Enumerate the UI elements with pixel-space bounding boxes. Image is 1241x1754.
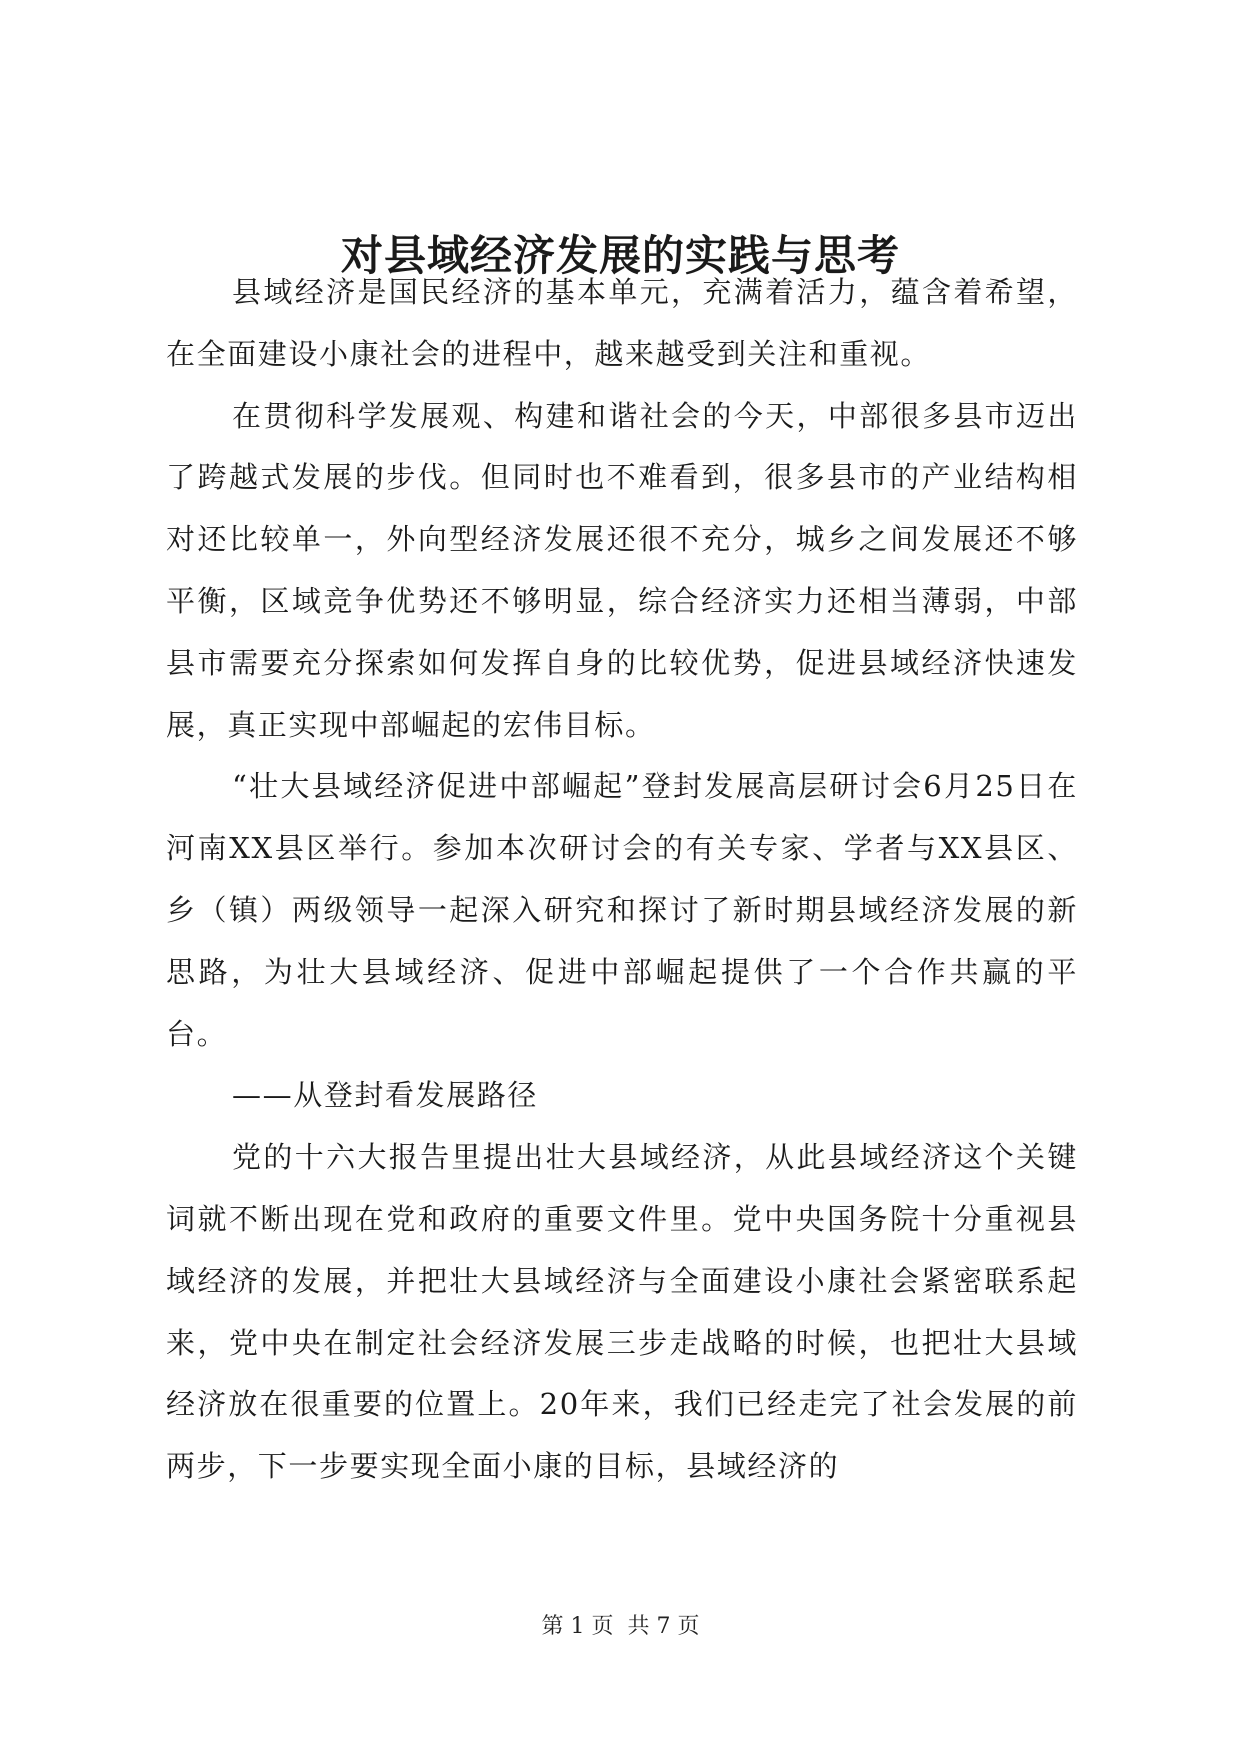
document-title: 对县域经济发展的实践与思考 [340,231,900,280]
page-footer [0,1612,1241,1642]
paragraph-party-report: 党的十六大报告里提出壮大县域经济，从此县域经济这个关键词就不断出现在党和政府的重要文件里。党中央国务院十分重视县域经济的发展，并把壮大县域经济与全面建设小康社会紧密联系起来，党中央在制定社会经济发展三步走战略的时候，也把壮大县域经济放在很重要的位置上。20年来，我们已经走完了社会发展的前两步，下一步要实现全面小康的目标，县域经济的 [166,1140,1078,1484]
paragraph-intro: 县域经济是国民经济的基本单元，充满着活力，蕴含着希望，在全面建设小康社会的进程中，越来越受到关注和重视。 [166,275,1078,371]
page-number: 第 1 页 共 7 页 [541,1614,700,1639]
paragraph-background: 在贯彻科学发展观、构建和谐社会的今天，中部很多县市迈出了跨越式发展的步伐。但同时也不难看到，很多县市的产业结构相对还比较单一，外向型经济发展还很不充分，城乡之间发展还不够平衡，区域竞争优势还不够明显，综合经济实力还相当薄弱，中部县市需要充分探索如何发挥自身的比较优势，促进县域经济快速发展，真正实现中部崛起的宏伟目标。 [166,398,1078,742]
paragraph-symposium: “壮大县域经济促进中部崛起”登封发展高层研讨会6月25日在河南XX县区举行。参加本次研讨会的有关专家、学者与XX县区、乡（镇）两级领导一起深入研究和探讨了新时期县域经济发展的新思路，为壮大县域经济、促进中部崛起提供了一个合作共赢的平台。 [166,769,1078,1051]
document-body [166,262,1078,1498]
section-heading: ——从登封看发展路径 [232,1078,539,1113]
